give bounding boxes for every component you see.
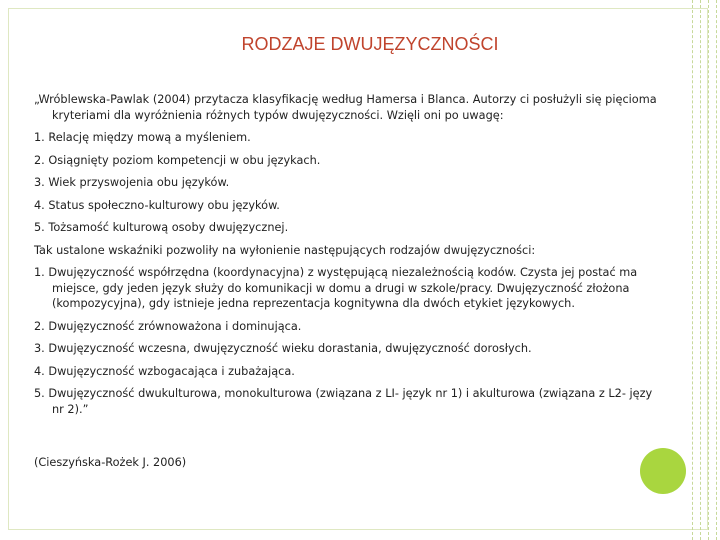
criterion-item: 3. Wiek przyswojenia obu języków. bbox=[34, 176, 230, 189]
transition-paragraph: Tak ustalone wskaźniki pozwoliły na wyłonienie następujących rodzajów dwujęzyczności: bbox=[34, 243, 536, 257]
type-item: 5. Dwujęzyczność dwukulturowa, monokulturowa (związana z LI- język nr 1) i akulturowa (związana z L2- języ nr 2).” bbox=[34, 387, 653, 416]
decorative-circle bbox=[640, 448, 686, 494]
criterion-item: 1. Relację między mową a myśleniem. bbox=[34, 131, 251, 144]
type-item: 4. Dwujęzyczność wzbogacająca i zubażająca. bbox=[34, 364, 295, 378]
slide-body bbox=[34, 92, 664, 471]
criterion-item: 4. Status społeczno-kulturowy obu języków. bbox=[34, 198, 280, 212]
decorative-stripe bbox=[692, 0, 693, 540]
type-item: 2. Dwujęzyczność zrównoważona i dominująca. bbox=[34, 319, 302, 333]
criterion-item: 5. Tożsamość kulturową osoby dwujęzycznej. bbox=[34, 221, 289, 234]
citation: (Cieszyńska-Rożek J. 2006) bbox=[34, 456, 187, 469]
decorative-stripe bbox=[716, 0, 717, 540]
criterion-item: 2. Osiągnięty poziom kompetencji w obu językach. bbox=[34, 153, 321, 167]
decorative-stripe bbox=[708, 0, 709, 540]
intro-paragraph: „Wróblewska-Pawlak (2004) przytacza klasyfikację według Hamersa i Blanca. Autorzy ci posłużyli się pięcioma kryteriami dla wyróżnienia różnych typów dwujęzyczności. Wzięli oni po uwagę: bbox=[34, 93, 657, 122]
type-item: 1. Dwujęzyczność współrzędna (koordynacyjna) z występującą niezależnością kodów. Czysta jej postać ma miejsce, gdy jeden język służy do komunikacji w domu a drugi w szkole/pracy. Dwujęzyczność złożona (kompozycyjna), gdy istnieje jedna reprezentacja kognitywna dla dwóch etykiet językowych. bbox=[34, 266, 638, 310]
type-item: 3. Dwujęzyczność wczesna, dwujęzyczność wieku dorastania, dwujęzyczność dorosłych. bbox=[34, 342, 532, 355]
slide-title: RODZAJE DWUJĘZYCZNOŚCI bbox=[241, 34, 499, 54]
decorative-stripe bbox=[700, 0, 701, 540]
